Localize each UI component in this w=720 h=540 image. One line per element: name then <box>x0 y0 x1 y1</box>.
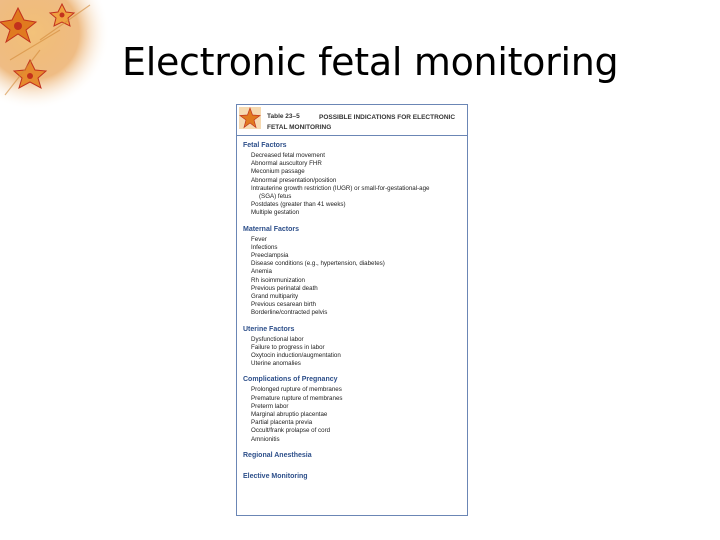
section-title: Elective Monitoring <box>243 472 308 480</box>
section-title: Maternal Factors <box>243 225 300 233</box>
list-item: Previous cesarean birth <box>251 301 317 309</box>
list-item: Occult/frank prolapse of cord <box>251 427 331 435</box>
list-item: Intrauterine growth restriction (IUGR) or small-for-gestational-age <box>251 184 430 192</box>
list-item: Abnormal presentation/position <box>251 176 337 184</box>
list-item: Failure to progress in labor <box>251 343 325 351</box>
list-item: Decreased fetal movement <box>251 152 325 159</box>
list-item: Meconium passage <box>251 168 305 176</box>
list-item: Preterm labor <box>251 402 289 410</box>
list-item: Uterine anomalies <box>251 360 301 368</box>
list-item: Fever <box>251 235 267 243</box>
table-caption: POSSIBLE INDICATIONS FOR ELECTRONIC FETAL MONITORING <box>267 114 456 131</box>
list-item: Preeclampsia <box>251 252 289 260</box>
list-item: Grand multiparity <box>251 293 299 301</box>
table-star-icon <box>239 107 261 129</box>
indications-table <box>236 104 468 516</box>
slide-title: Electronic fetal monitoring <box>122 40 619 84</box>
list-item: Prolonged rupture of membranes <box>251 386 342 394</box>
list-item: Abnormal auscultory FHR <box>251 160 322 168</box>
section-title: Uterine Factors <box>243 325 295 333</box>
section-title: Regional Anesthesia <box>243 451 312 459</box>
table-header <box>237 105 467 136</box>
list-item: Infections <box>251 243 278 251</box>
table-number: Table 23–5 <box>267 113 300 120</box>
decorative-corner-art <box>0 0 110 110</box>
list-item: Disease conditions (e.g., hypertension, diabetes) <box>251 260 385 268</box>
section-title: Complications of Pregnancy <box>243 376 338 384</box>
table-body <box>237 136 467 480</box>
table-section <box>243 226 467 318</box>
list-item: Postdates (greater than 41 weeks) <box>251 201 346 209</box>
list-item: Previous perinatal death <box>251 284 318 292</box>
list-item: (SGA) fetus <box>259 193 292 201</box>
table-section <box>243 376 467 443</box>
list-item: Rh isoimmunization <box>251 276 305 284</box>
list-item: Multiple gestation <box>251 209 300 217</box>
table-section <box>243 452 467 459</box>
list-item: Anemia <box>251 268 272 276</box>
list-item: Borderline/contracted pelvis <box>251 309 328 317</box>
section-title: Fetal Factors <box>243 142 287 149</box>
list-item: Marginal abruptio placentae <box>251 411 328 419</box>
list-item: Premature rupture of membranes <box>251 394 343 402</box>
table-section <box>243 326 467 369</box>
table-section <box>243 473 467 480</box>
list-item: Oxytocin induction/augmentation <box>251 352 341 360</box>
list-item: Amnionitis <box>251 435 280 443</box>
list-item: Partial placenta previa <box>251 419 313 427</box>
table-section <box>243 142 467 218</box>
list-item: Dysfunctional labor <box>251 335 304 343</box>
